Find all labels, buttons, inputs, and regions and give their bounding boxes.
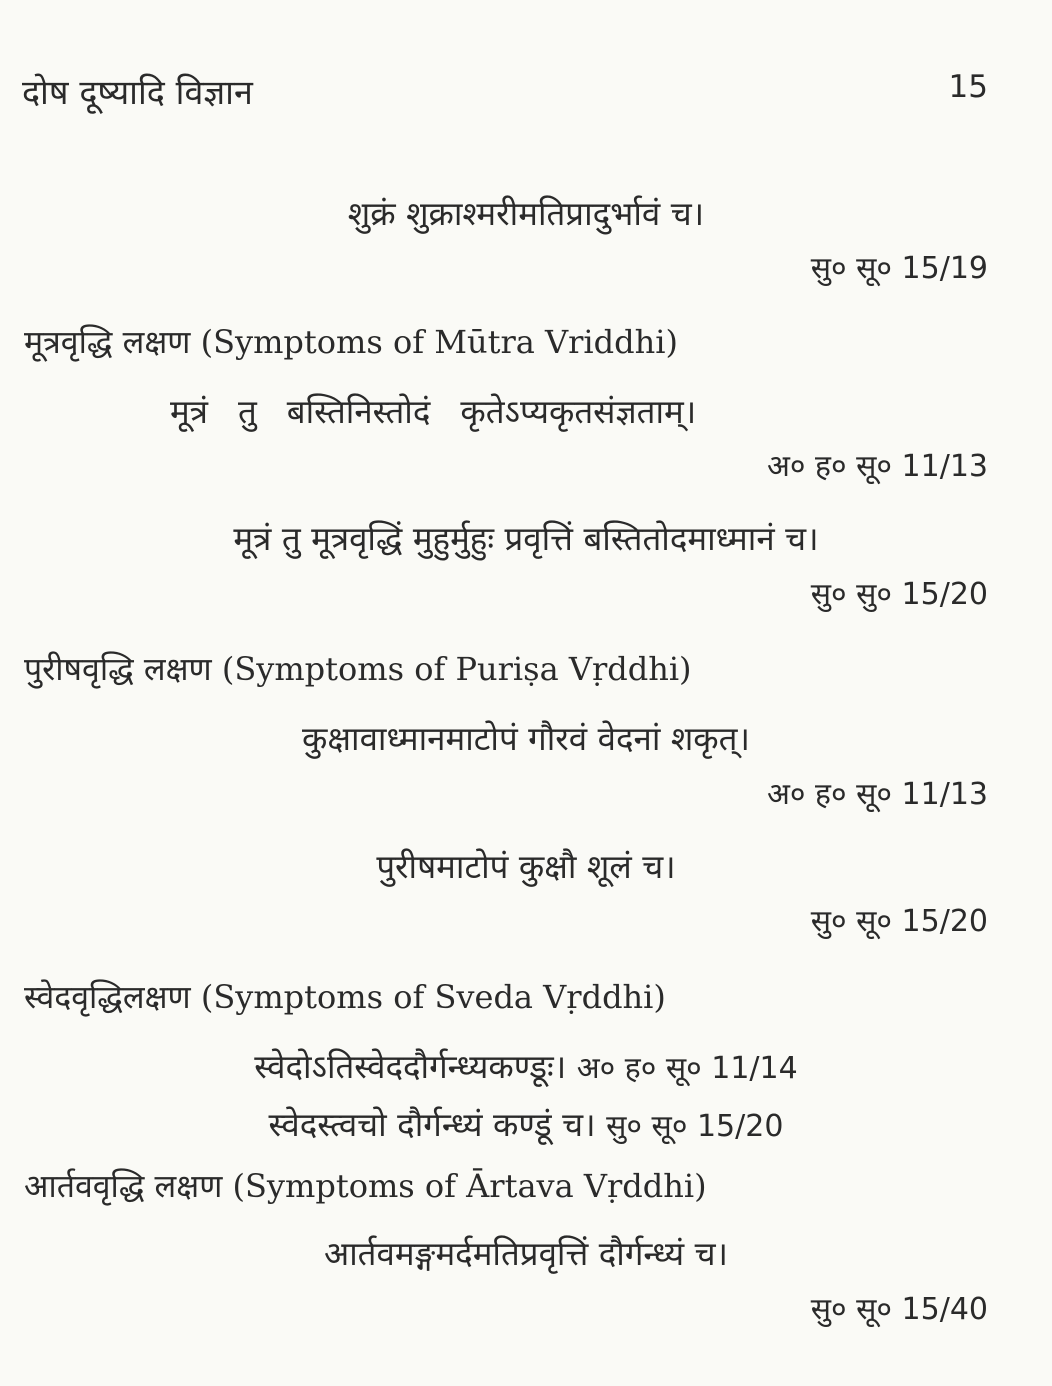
sveda-verse-1: स्वेदोऽतिस्वेददौर्गन्ध्यकण्डूः। <box>254 1047 567 1086</box>
purisha-reference-1: अ० ह० सू० 11/13 <box>767 777 988 812</box>
artava-heading <box>24 1167 707 1205</box>
artava-heading-hindi: आर्तववृद्धि लक्षण <box>24 1167 223 1205</box>
sveda-verse-1-line <box>0 1047 1052 1086</box>
shukra-verse: शुक्रं शुक्राश्मरीमतिप्रादुर्भावं च। <box>347 194 705 233</box>
mutra-verse-1-word: तु <box>237 392 257 431</box>
running-header-title: दोष दूष्यादि विज्ञान <box>22 73 253 113</box>
mutra-verse-1-word: मूत्रं <box>170 392 208 431</box>
artava-heading-english: (Symptoms of Ārtava Vṛddhi) <box>232 1167 707 1205</box>
page-number: 15 <box>948 69 988 105</box>
sveda-reference-1: अ० ह० सू० 11/14 <box>576 1051 798 1086</box>
sveda-heading-english: (Symptoms of Sveda Vṛddhi) <box>200 978 666 1016</box>
sveda-heading-hindi: स्वेदवृद्धिलक्षण <box>24 978 191 1016</box>
mutra-reference-1: अ० ह० सू० 11/13 <box>767 449 988 484</box>
mutra-reference-2: सु० सु० 15/20 <box>810 577 988 612</box>
sveda-verse-2-line <box>0 1105 1052 1144</box>
mutra-verse-1-word: कृतेऽप्यकृतसंज्ञताम्। <box>460 392 697 431</box>
purisha-heading <box>24 650 692 688</box>
purisha-verse-1: कुक्षावाध्मानमाटोपं गौरवं वेदनां शकृत्। <box>302 719 750 758</box>
sveda-verse-2: स्वेदस्त्वचो दौर्गन्ध्यं कण्डूं च। <box>268 1105 596 1144</box>
sveda-reference-2: सु० सू० 15/20 <box>606 1109 784 1144</box>
shukra-reference: सु० सू० 15/19 <box>810 251 988 286</box>
sveda-heading <box>24 978 666 1016</box>
purisha-heading-english: (Symptoms of Puriṣa Vṛddhi) <box>221 650 692 688</box>
purisha-reference-2: सु० सू० 15/20 <box>810 904 988 939</box>
mutra-verse-2: मूत्रं तु मूत्रवृद्धिं मुहुर्मुहुः प्रवृत्तिं बस्तितोदमाध्मानं च। <box>233 519 819 558</box>
mutra-heading-english: (Symptoms of Mūtra Vriddhi) <box>200 323 678 361</box>
purisha-verse-2: पुरीषमाटोपं कुक्षौ शूलं च। <box>376 847 676 886</box>
artava-verse-1: आर्तवमङ्गमर्दमतिप्रवृत्तिं दौर्गन्ध्यं च। <box>323 1234 729 1273</box>
mutra-verse-1 <box>170 392 697 431</box>
purisha-heading-hindi: पुरीषवृद्धि लक्षण <box>24 650 212 688</box>
mutra-heading-hindi: मूत्रवृद्धि लक्षण <box>24 323 191 361</box>
mutra-verse-1-word: बस्तिनिस्तोदं <box>286 392 431 431</box>
mutra-heading <box>24 323 678 361</box>
artava-reference-1: सु० सू० 15/40 <box>810 1292 988 1327</box>
